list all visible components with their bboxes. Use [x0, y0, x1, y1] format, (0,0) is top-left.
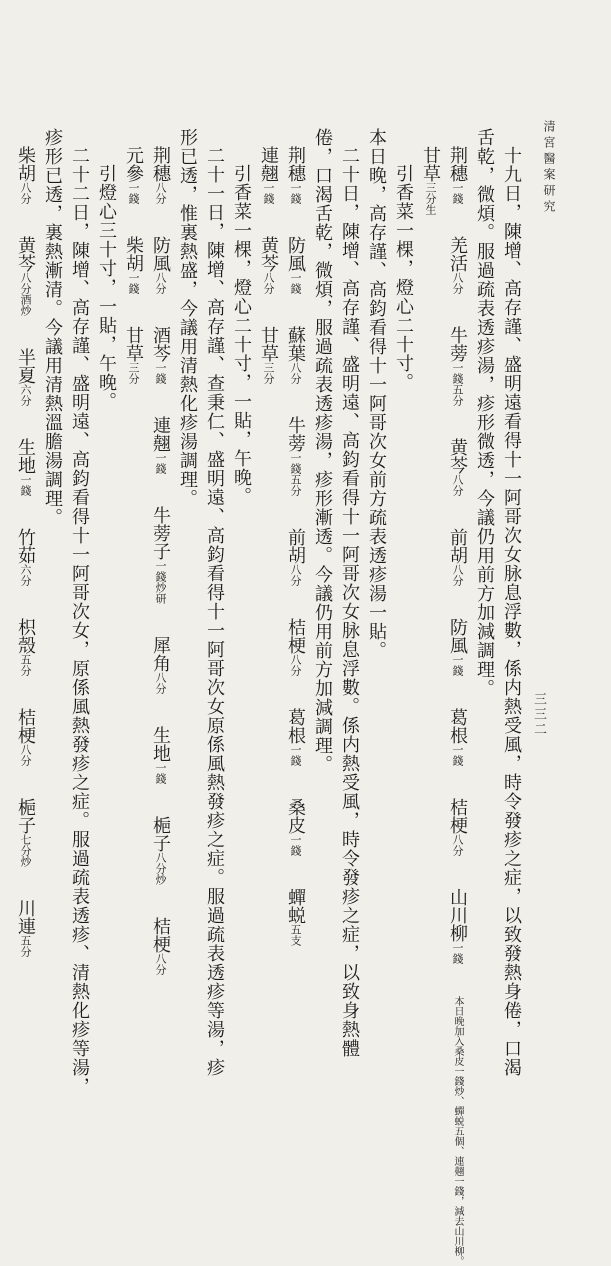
herb-name: 荆穗 [150, 146, 171, 182]
text-column: 舌乾，微煩。服過疏表透疹湯，疹形微透，今議仍用前方加減調理。 [474, 128, 495, 698]
herb-entry [12, 438, 39, 496]
herb-entry [444, 236, 471, 294]
herb-dose: 八分炒 [154, 852, 167, 885]
herb-dose: 八分 [289, 564, 302, 586]
herb-name: 防風 [447, 618, 468, 654]
herb-name: 梔子 [15, 798, 36, 834]
prescription-column [255, 128, 282, 1266]
herb-name: 連翹 [258, 146, 279, 182]
text-column: 倦，口渴舌乾，微煩，服過疏表透疹湯，疹形漸透。今議仍用前方加減調理。 [312, 128, 333, 774]
herb-name: 荆穗 [447, 146, 468, 182]
herb-name: 蘇葉 [285, 326, 306, 362]
herb-name: 甘草 [258, 326, 279, 362]
herb-entry [12, 798, 39, 867]
herb-dose: 一錢 [154, 452, 167, 474]
herb-entry [444, 528, 471, 586]
herb-dose: 三分 [127, 362, 140, 384]
herb-entry [147, 816, 174, 885]
herb-entry [282, 416, 309, 496]
herb-dose: 一錢 [19, 474, 32, 496]
herb-dose: 八分 [154, 272, 167, 294]
herb-entry [147, 416, 174, 474]
herb-entry [444, 326, 471, 406]
herb-dose: 八分 [451, 272, 464, 294]
herb-dose: 六分 [19, 564, 32, 586]
herb-entry [147, 506, 174, 604]
herb-name: 黄芩 [258, 236, 279, 272]
herb-entry [444, 708, 471, 766]
text-column: 二十二日，陳增、高存謹、盛明遠、高鈞看得十一阿哥次女，原係風熱發疹之症。服過疏表透疹、清熱化疹等湯， [69, 146, 90, 1096]
herb-entry [417, 146, 444, 215]
herb-dose: 一錢 [289, 272, 302, 294]
herb-entry [282, 146, 309, 204]
herb-name: 竹茹 [15, 528, 36, 564]
herb-name: 連翹 [150, 416, 171, 452]
herb-entry [147, 636, 174, 694]
herb-entry [147, 326, 174, 384]
herb-name: 半夏 [15, 348, 36, 384]
herb-name: 前胡 [285, 528, 306, 564]
herb-entry [444, 146, 471, 204]
herb-name: 甘草 [123, 326, 144, 362]
herb-dose: 一錢 [127, 182, 140, 204]
herb-entry [255, 146, 282, 204]
herb-entry [282, 528, 309, 586]
herb-entry [282, 618, 309, 676]
herb-name: 牛蒡子 [150, 506, 171, 560]
herb-entry [120, 326, 147, 384]
text-column: 二十日，陳增、高存謹、盛明遠、高鈞看得十一阿哥次女脉息浮數。係内熱受風，時令發疹之症，以致身熱體 [339, 146, 360, 1058]
herb-entry [12, 528, 39, 586]
herb-name: 甘草 [420, 146, 441, 182]
herb-dose: 一錢 [289, 834, 302, 856]
herb-entry [282, 798, 309, 856]
herb-name: 犀角 [150, 636, 171, 672]
herb-dose: 八分 [19, 744, 32, 766]
herb-dose: 一錢 [451, 654, 464, 676]
herb-dose: 一錢 [451, 744, 464, 766]
herb-name: 柴胡 [15, 146, 36, 182]
herb-entry [12, 236, 39, 316]
prescription-column [417, 128, 444, 1266]
herb-name: 桔梗 [285, 618, 306, 654]
herb-dose: 八分 [262, 272, 275, 294]
herb-entry [12, 708, 39, 766]
herb-name: 荆穗 [285, 146, 306, 182]
prescription-column [147, 128, 174, 1266]
herb-name: 葛根 [285, 708, 306, 744]
herb-name: 羌活 [447, 236, 468, 272]
herb-entry [444, 438, 471, 496]
herb-name: 桑皮 [285, 798, 306, 834]
herb-entry [282, 708, 309, 766]
herb-dose: 一錢 [262, 182, 275, 204]
herb-entry [282, 236, 309, 294]
herb-entry [147, 236, 174, 294]
herb-name: 柴胡 [123, 236, 144, 272]
herb-dose: 八分 [451, 564, 464, 586]
herb-dose: 八分 [289, 654, 302, 676]
herb-dose: 一錢 [289, 182, 302, 204]
herb-name: 生地 [15, 438, 36, 474]
herb-dose: 八分 [154, 182, 167, 204]
text-column: 引香菜一棵，燈心二十寸，一貼，午晚。 [231, 164, 252, 506]
herb-dose: 五分 [19, 935, 32, 957]
herb-dose: 一錢五分 [289, 452, 302, 496]
herb-name: 桔梗 [150, 917, 171, 953]
herb-dose: 八分 [154, 672, 167, 694]
herb-entry [255, 236, 282, 294]
herb-dose: 一錢 [451, 942, 464, 964]
text-column: 引燈心三十寸，一貼，午晚。 [96, 164, 117, 411]
herb-entry [120, 146, 147, 204]
herb-name: 防風 [285, 236, 306, 272]
herb-entry [147, 917, 174, 975]
herb-name: 枳殼 [15, 618, 36, 654]
prescription-column [120, 128, 147, 1266]
herb-entry [282, 326, 309, 384]
text-column: 引香菜一棵，燈心二十寸。 [393, 164, 414, 392]
herb-entry [147, 726, 174, 784]
herb-entry [12, 618, 39, 676]
herb-entry [147, 146, 174, 204]
herb-dose: 八分 [154, 953, 167, 975]
text-column: 形已透，惟裏熱盛，今議用清熱化疹湯調理。 [177, 128, 198, 508]
prescription-column [282, 128, 309, 1266]
herb-name: 防風 [150, 236, 171, 272]
herb-name: 黄芩 [447, 438, 468, 474]
prescription-column [444, 128, 471, 1266]
herb-entry [12, 146, 39, 204]
herb-entry [255, 326, 282, 384]
herb-dose: 一錢炒研 [154, 560, 167, 604]
herb-dose: 八分 [451, 834, 464, 856]
herb-name: 生地 [150, 726, 171, 762]
herb-name: 前胡 [447, 528, 468, 564]
herb-entry [444, 618, 471, 676]
herb-dose: 一錢 [127, 272, 140, 294]
vertical-text-body [12, 128, 525, 1266]
herb-dose: 八分 [451, 474, 464, 496]
herb-dose: 一錢五分 [451, 362, 464, 406]
text-column: 本日晚，高存謹、高鈞看得十一阿哥次女前方疏表透疹湯一貼。 [366, 128, 387, 660]
herb-dose: 八分 [289, 362, 302, 384]
herb-name: 蟬蜕 [285, 888, 306, 924]
herb-entry [444, 798, 471, 856]
herb-dose: 一錢 [451, 182, 464, 204]
prescription-note: 本日晚加入桑皮一錢炒、蟬蜕五個、連翹一錢，減去山川柳。 [452, 996, 463, 1266]
page-number: 三三二 [531, 692, 546, 737]
herb-name: 梔子 [150, 816, 171, 852]
herb-dose: 一錢 [154, 362, 167, 384]
herb-dose: 八分 [19, 182, 32, 204]
herb-name: 葛根 [447, 708, 468, 744]
herb-name: 元參 [123, 146, 144, 182]
herb-dose: 五分 [19, 654, 32, 676]
herb-name: 牛蒡 [447, 326, 468, 362]
text-column: 二十一日，陳增、高存謹、查秉仁、盛明遠、高鈞看得十一阿哥次女原係風熱發疹之症。服過疏表透疹等湯，疹 [204, 146, 225, 1077]
herb-dose: 三分 [262, 362, 275, 384]
herb-name: 山川柳 [447, 888, 468, 942]
herb-name: 黄芩 [15, 236, 36, 272]
herb-entry [120, 236, 147, 294]
herb-dose: 一錢 [154, 762, 167, 784]
herb-name: 桔梗 [15, 708, 36, 744]
herb-dose: 六分 [19, 384, 32, 406]
prescription-column [12, 128, 39, 1266]
herb-entry [444, 888, 471, 964]
herb-dose: 三分生 [424, 182, 437, 215]
herb-name: 牛蒡 [285, 416, 306, 452]
herb-name: 酒芩 [150, 326, 171, 362]
herb-dose: 七分炒 [19, 834, 32, 867]
herb-name: 桔梗 [447, 798, 468, 834]
herb-dose: 八分酒炒 [19, 272, 32, 316]
running-header: 清宮醫案研究 [542, 120, 556, 216]
text-column: 疹形已透，裏熱漸清。今議用清熱溫膽湯調理。 [42, 128, 63, 527]
herb-dose: 一錢 [289, 744, 302, 766]
herb-entry [12, 348, 39, 406]
text-column: 十九日，陳增、高存謹、盛明遠看得十一阿哥次女脉息浮數，係内熱受風，時令發疹之症，以致發熱身倦，口渴 [501, 146, 522, 1077]
herb-entry [282, 888, 309, 946]
herb-dose: 五支 [289, 924, 302, 946]
herb-name: 川連 [15, 899, 36, 935]
